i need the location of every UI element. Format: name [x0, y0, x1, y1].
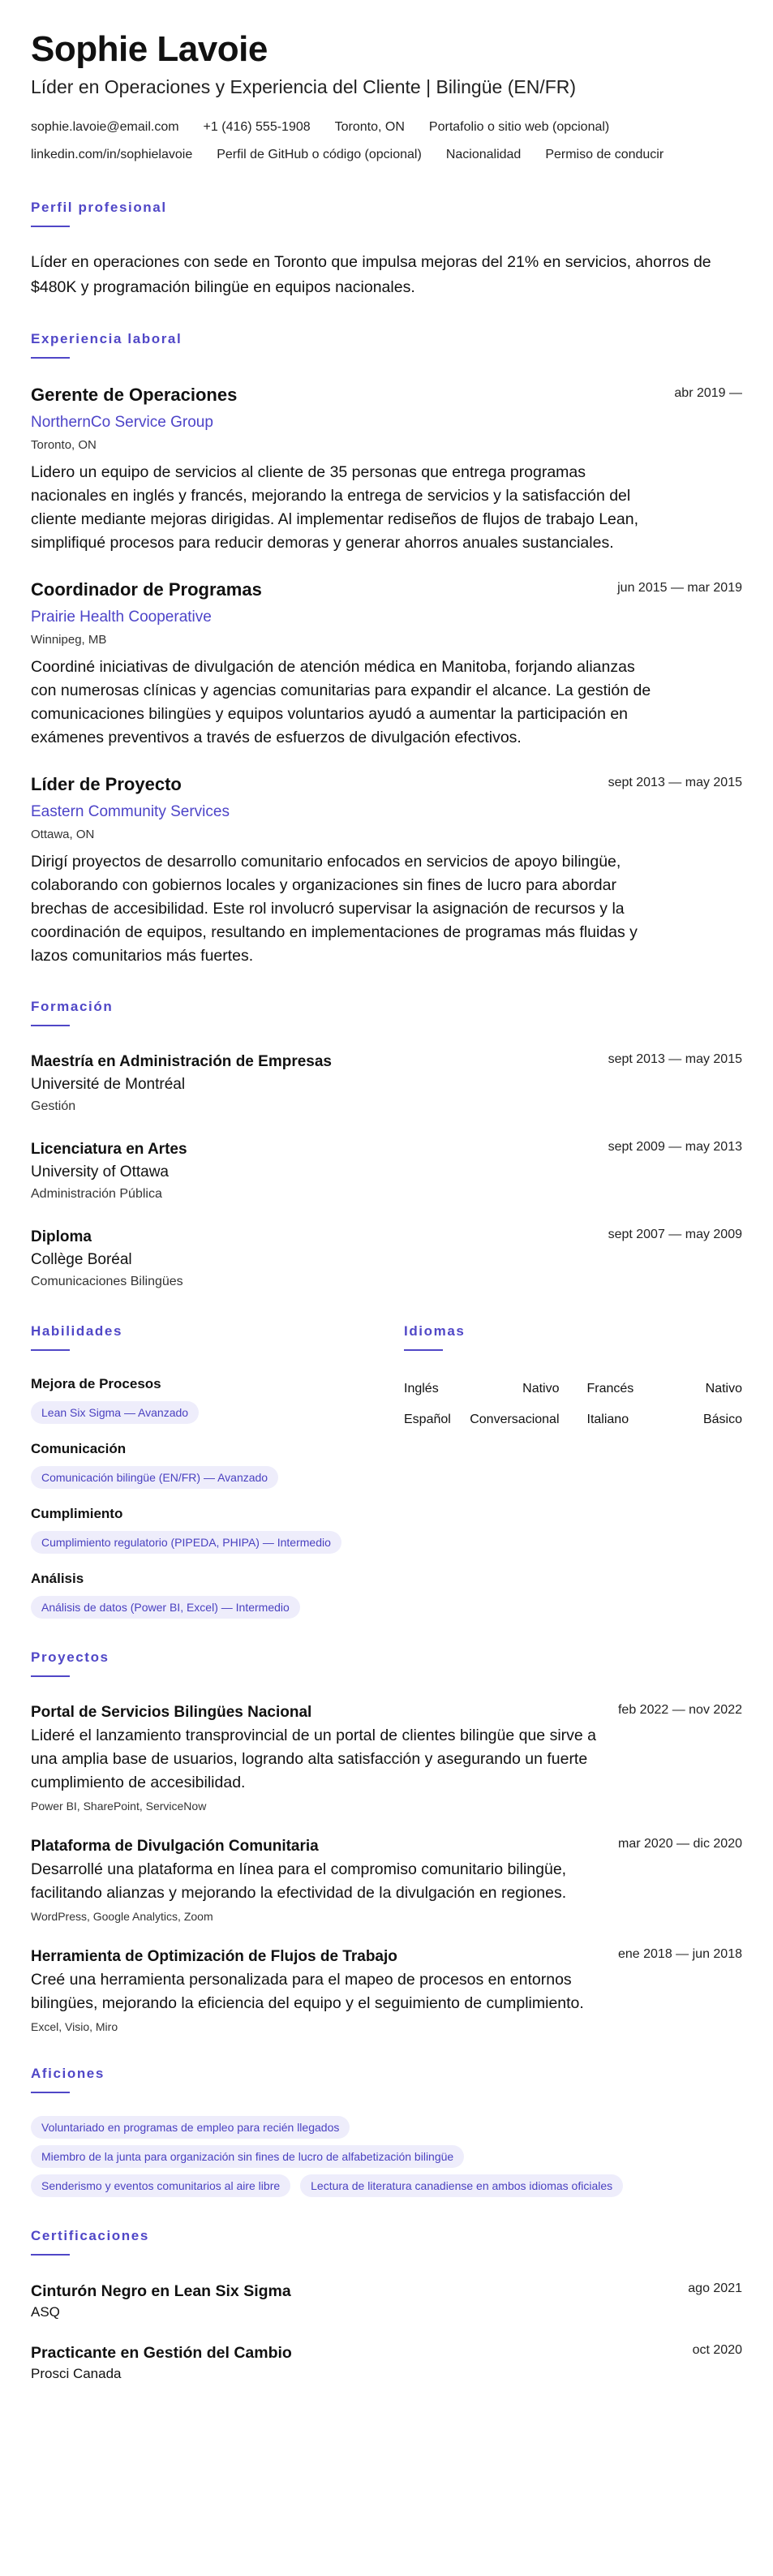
education-field: Gestión	[31, 1099, 76, 1113]
education-date: sept 2013 — may 2015	[608, 1052, 742, 1066]
profile-section	[31, 200, 742, 300]
contact-location: Toronto, ON	[334, 120, 405, 134]
candidate-headline: Líder en Operaciones y Experiencia del Cliente | Bilingüe (EN/FR)	[31, 76, 577, 97]
project-title: Portal de Servicios Bilingües Nacional	[31, 1704, 312, 1721]
job-title: Gerente de Operaciones	[31, 385, 238, 405]
section-title: Perfil profesional	[31, 200, 167, 215]
education-field: Administración Pública	[31, 1187, 162, 1201]
section-divider	[31, 1025, 70, 1026]
job-location: Toronto, ON	[31, 438, 97, 452]
language-name: Italiano	[586, 1413, 629, 1426]
education-entry	[31, 1138, 742, 1205]
project-tools: Power BI, SharePoint, ServiceNow	[31, 1800, 207, 1813]
section-divider	[31, 2092, 70, 2093]
skill-category: Cumplimiento	[31, 1506, 123, 1521]
project-date: feb 2022 — nov 2022	[617, 1703, 742, 1717]
education-school: Collège Boréal	[31, 1251, 132, 1268]
skill-category: Mejora de Procesos	[31, 1376, 161, 1391]
project-description: Desarrollé una plataforma en línea para el compromiso comunitario bilingüe, facilitando alianzas y mejorando la efectividad de la divulgación en regiones.	[31, 1860, 567, 1902]
project-tools: Excel, Visio, Miro	[31, 2020, 118, 2033]
section-title: Proyectos	[31, 1649, 110, 1665]
language-name: Inglés	[404, 1382, 439, 1396]
hobby-pill: Senderismo y eventos comunitarios al aire libre	[31, 2174, 290, 2197]
hobbies-section	[31, 2066, 742, 2197]
education-field: Comunicaciones Bilingües	[31, 1275, 183, 1288]
skill-group	[31, 1375, 404, 1424]
project-title: Herramienta de Optimización de Flujos de Trabajo	[31, 1948, 397, 1965]
job-date: sept 2013 — may 2015	[608, 776, 742, 789]
certification-name: Practicante en Gestión del Cambio	[31, 2344, 292, 2362]
skill-group	[31, 1505, 404, 1554]
resume-header	[31, 28, 742, 169]
section-title: Certificaciones	[31, 2228, 149, 2243]
language-item	[587, 1374, 743, 1404]
languages-section	[404, 1323, 742, 1619]
certifications-section	[31, 2228, 742, 2384]
job-entry	[31, 772, 742, 968]
section-title: Aficiones	[31, 2066, 105, 2081]
project-entry	[31, 1946, 742, 2035]
language-grid	[404, 1374, 742, 1435]
section-divider	[31, 357, 70, 359]
certification-date: ago 2021	[688, 2281, 742, 2295]
job-location: Winnipeg, MB	[31, 633, 107, 647]
section-title: Experiencia laboral	[31, 331, 183, 346]
project-tools: WordPress, Google Analytics, Zoom	[31, 1910, 213, 1923]
language-item	[404, 1374, 560, 1404]
skill-group	[31, 1440, 404, 1489]
education-entry	[31, 1226, 742, 1292]
language-item	[404, 1404, 560, 1435]
job-date: abr 2019 —	[674, 386, 742, 400]
education-date: sept 2009 — may 2013	[608, 1140, 742, 1154]
job-company: NorthernCo Service Group	[31, 414, 213, 431]
skill-category: Análisis	[31, 1571, 84, 1586]
education-degree: Maestría en Administración de Empresas	[31, 1053, 332, 1070]
job-description: Lidero un equipo de servicios al cliente de 35 personas que entrega programas nacionales en inglés y francés, mejorando la entrega de servicios y la satisfacción del cliente mediante mejoras dirigidas. Al implementar rediseños de flujos de trabajo Lean, simplifiqué procesos para reducir demoras y generar ahorros anuales sustanciales.	[31, 463, 638, 552]
project-date: ene 2018 — jun 2018	[617, 1947, 742, 1961]
contact-email[interactable]: sophie.lavoie@email.com	[31, 120, 179, 134]
project-date: mar 2020 — dic 2020	[618, 1837, 742, 1851]
contact-linkedin[interactable]: linkedin.com/in/sophielavoie	[31, 148, 193, 161]
job-company: Prairie Health Cooperative	[31, 609, 212, 626]
education-section	[31, 999, 742, 1292]
project-description: Creé una herramienta personalizada para el mapeo de procesos en entornos bilingües, mejorando la eficiencia del equipo y el seguimiento de cumplimiento.	[31, 1971, 584, 2012]
certification-entry	[31, 2280, 742, 2322]
section-title: Habilidades	[31, 1323, 123, 1339]
hobby-list	[31, 2109, 742, 2197]
certification-entry	[31, 2342, 742, 2384]
skill-group	[31, 1570, 404, 1619]
job-entry	[31, 578, 742, 750]
language-level: Nativo	[522, 1382, 560, 1396]
job-title: Coordinador de Programas	[31, 579, 262, 600]
experience-section	[31, 331, 742, 968]
projects-section	[31, 1649, 742, 2035]
job-company: Eastern Community Services	[31, 803, 230, 820]
contact-phone[interactable]: +1 (416) 555-1908	[203, 120, 311, 134]
education-school: Université de Montréal	[31, 1076, 186, 1093]
education-school: University of Ottawa	[31, 1163, 169, 1180]
skill-pill: Lean Six Sigma — Avanzado	[31, 1401, 199, 1424]
hobby-pill: Lectura de literatura canadiense en ambos idiomas oficiales	[300, 2174, 623, 2197]
skill-pill: Cumplimiento regulatorio (PIPEDA, PHIPA) — Intermedio	[31, 1531, 341, 1554]
language-level: Conversacional	[470, 1413, 560, 1426]
job-location: Ottawa, ON	[31, 828, 95, 841]
section-divider	[31, 2254, 70, 2256]
certification-issuer: Prosci Canada	[31, 2366, 122, 2381]
candidate-name: Sophie Lavoie	[31, 29, 268, 69]
project-entry	[31, 1701, 742, 1814]
job-title: Líder de Proyecto	[31, 774, 182, 794]
certification-date: oct 2020	[692, 2343, 742, 2357]
project-title: Plataforma de Divulgación Comunitaria	[31, 1838, 319, 1855]
section-divider	[31, 1349, 70, 1351]
job-date: jun 2015 — mar 2019	[617, 581, 742, 595]
education-entry	[31, 1051, 742, 1117]
contact-portfolio[interactable]: Portafolio o sitio web (opcional)	[428, 120, 610, 134]
language-name: Francés	[586, 1382, 634, 1396]
job-description: Coordiné iniciativas de divulgación de atención médica en Manitoba, forjando alianzas con numerosas clínicas y agencias comunitarias para expandir el alcance. La gestión de comunicaciones bilingües y equipos voluntarios ayudó a aumentar la participación en exámenes preventivos a través de esfuerzos de divulgación efectivos.	[31, 658, 651, 746]
hobby-pill: Voluntariado en programas de empleo para recién llegados	[31, 2116, 350, 2139]
contact-github[interactable]: Perfil de GitHub o código (opcional)	[217, 148, 422, 161]
skill-category: Comunicación	[31, 1441, 127, 1456]
section-divider	[31, 1675, 70, 1677]
project-entry	[31, 1835, 742, 1924]
language-level: Nativo	[705, 1382, 742, 1396]
certification-name: Cinturón Negro en Lean Six Sigma	[31, 2282, 291, 2300]
education-degree: Diploma	[31, 1228, 92, 1245]
language-name: Español	[404, 1413, 451, 1426]
section-title: Formación	[31, 999, 114, 1014]
section-divider	[31, 226, 70, 227]
skill-pill: Comunicación bilingüe (EN/FR) — Avanzado	[31, 1466, 278, 1489]
section-title: Idiomas	[404, 1323, 466, 1339]
contact-driving-license: Permiso de conducir	[545, 148, 664, 161]
skills-section	[31, 1323, 404, 1619]
contact-nationality: Nacionalidad	[445, 148, 522, 161]
hobby-pill: Miembro de la junta para organización sin fines de lucro de alfabetización bilingüe	[31, 2145, 464, 2168]
section-divider	[404, 1349, 443, 1351]
profile-summary: Líder en operaciones con sede en Toronto que impulsa mejoras del 21% en servicios, ahorros de $480K y programación bilingüe en equipos nacionales.	[31, 253, 711, 296]
job-description: Dirigí proyectos de desarrollo comunitario enfocados en servicios de apoyo bilingüe, colaborando con gobiernos locales y organizaciones sin fines de lucro para abordar brechas de accesibilidad. Este rol involucró supervisar la asignación de recursos y la coordinación de equipos, resultando en implementaciones de programas más fluidas y lazos comunitarios más fuertes.	[31, 853, 638, 965]
certification-issuer: ASQ	[31, 2304, 60, 2320]
project-description: Lideré el lanzamiento transprovincial de un portal de clientes bilingüe que sirve a una amplia base de usuarios, logrando alta satisfacción y asegurando un fuerte cumplimiento de accesibilidad.	[31, 1727, 597, 1791]
contact-list	[31, 114, 742, 169]
education-date: sept 2007 — may 2009	[608, 1228, 742, 1241]
job-entry	[31, 383, 742, 555]
education-degree: Licenciatura en Artes	[31, 1141, 187, 1158]
language-level: Básico	[702, 1413, 742, 1426]
language-item	[587, 1404, 743, 1435]
skill-pill: Análisis de datos (Power BI, Excel) — Intermedio	[31, 1596, 300, 1619]
skills-languages-row	[31, 1323, 742, 1619]
